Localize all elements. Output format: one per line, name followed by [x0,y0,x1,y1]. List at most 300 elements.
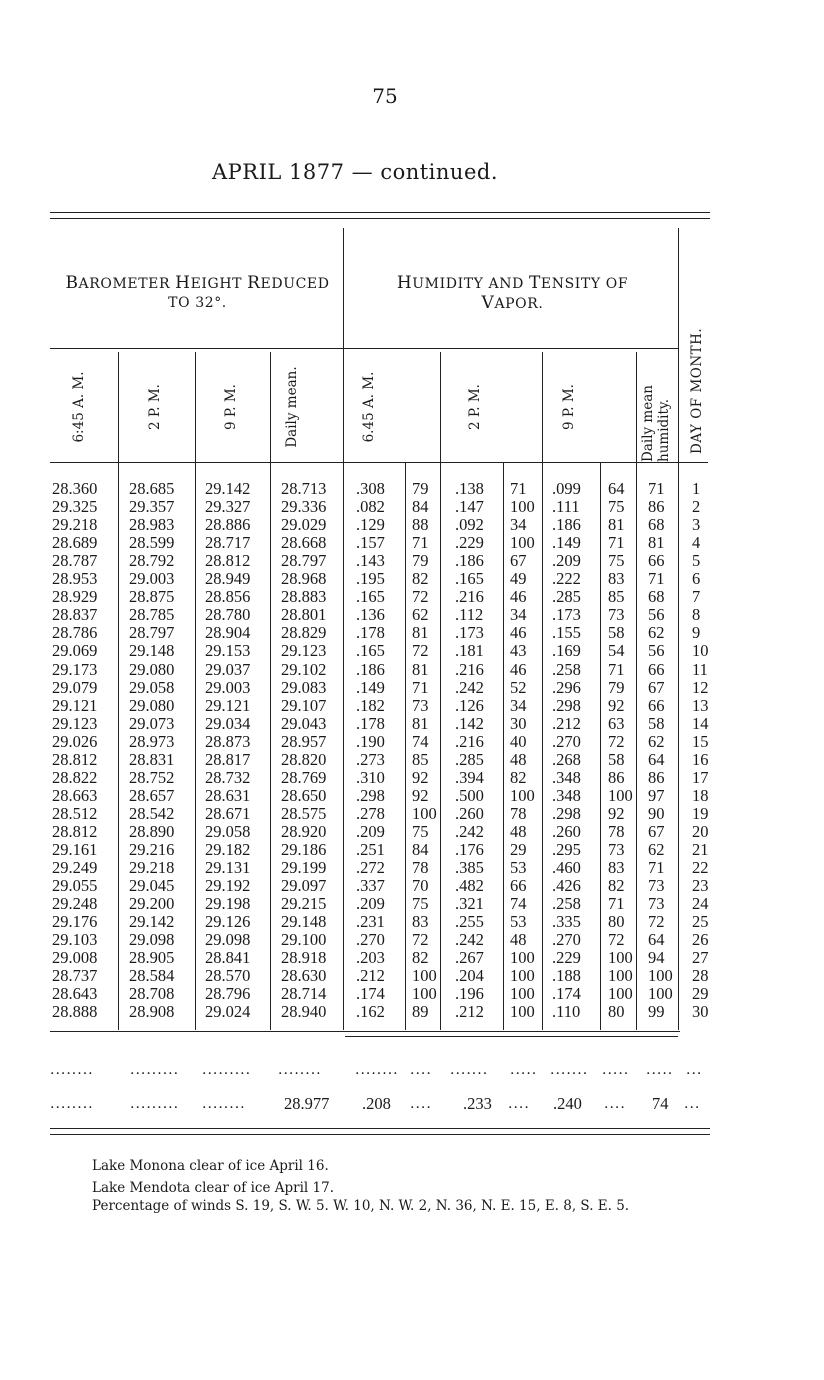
col-header-645am: 6:45 A. M. [71,371,87,443]
tension-9pm-cell: .460 [552,858,581,878]
barometer-9pm-cell: 28.856 [205,587,251,607]
humidity-645am-cell: 75 [412,894,429,914]
barometer-645am-cell: 28.953 [52,569,98,589]
humidity-645am-cell: 81 [412,623,429,643]
humidity-2pm-cell: 100 [510,1002,535,1022]
humidity-daily-mean-cell: 62 [648,623,665,643]
day-of-month-cell: 25 [692,912,709,932]
tension-645am-cell: .165 [356,641,385,661]
barometer-9pm-cell: 28.904 [205,623,251,643]
tension-645am-cell: .209 [356,894,385,914]
tension-9pm-cell: .155 [552,623,581,643]
divider-h9pm [600,462,601,1030]
barometer-9pm-cell: 28.780 [205,605,251,625]
humidity-2pm-cell: 100 [510,948,535,968]
column-header-rule [50,462,708,463]
humidity-9pm-cell: 82 [608,876,625,896]
humidity-645am-cell: 89 [412,1002,429,1022]
tension-9pm-cell: .258 [552,894,581,914]
humidity-daily-mean-cell: 71 [648,569,665,589]
tension-2pm-cell: .212 [455,1002,484,1022]
humidity-2pm-cell: 34 [510,515,527,535]
humidity-645am-cell: 70 [412,876,429,896]
tension-2pm-cell: .196 [455,984,484,1004]
tension-2pm-cell: .385 [455,858,484,878]
humidity-daily-mean-cell: 73 [648,876,665,896]
humidity-9pm-cell: 80 [608,1002,625,1022]
humidity-2pm-cell: 74 [510,894,527,914]
humidity-645am-cell: 100 [412,803,437,823]
humidity-daily-mean-cell: 72 [648,912,665,932]
humidity-9pm-cell: 100 [608,984,633,1004]
barometer-645am-cell: 28.812 [52,749,98,769]
tension-2pm-cell: .092 [455,515,484,535]
barometer-2pm-cell: 28.657 [129,785,175,805]
summary-tension-645: .208 [362,1094,391,1113]
barometer-645am-cell: 29.161 [52,840,98,859]
summary-tension-2pm: .233 [463,1094,492,1113]
humidity-2pm-cell: 43 [510,641,527,661]
tension-9pm-cell: .348 [552,785,581,805]
humidity-9pm-cell: 73 [608,605,625,625]
day-of-month-cell: 29 [692,984,709,1004]
note-mendota: Lake Mendota clear of ice April 17. [92,1180,334,1196]
humidity-9pm-cell: 86 [608,767,625,787]
bottom-rule-thin [50,1128,710,1129]
tension-9pm-cell: .298 [552,695,581,715]
tension-2pm-cell: .142 [455,713,484,733]
barometer-9pm-cell: 28.631 [205,785,251,805]
day-of-month-cell: 23 [692,876,709,896]
barometer-2pm-cell: 29.045 [129,876,175,896]
barometer-9pm-cell: 29.142 [205,479,251,498]
day-of-month-cell: 1 [692,479,701,498]
humidity-2pm-cell: 100 [510,984,535,1004]
day-of-month-cell: 8 [692,605,701,625]
humidity-daily-mean-cell: 67 [648,821,665,841]
day-of-month-cell: 7 [692,587,701,607]
barometer-9pm-cell: 29.153 [205,641,251,661]
day-of-month-cell: 12 [692,677,709,697]
barometer-2pm-cell: 29.357 [129,497,175,517]
humidity-daily-mean-cell: 71 [648,479,665,498]
barometer-daily-mean-cell: 29.029 [281,515,327,535]
barometer-2pm-cell: 29.073 [129,713,175,733]
tension-2pm-cell: .181 [455,641,484,661]
col-header-daily-humidity: Daily mean humidity. [640,385,672,462]
humidity-9pm-cell: 71 [608,533,625,553]
tension-645am-cell: .136 [356,605,385,625]
tension-2pm-cell: .147 [455,497,484,517]
barometer-645am-cell: 29.069 [52,641,98,661]
humidity-645am-cell: 82 [412,948,429,968]
day-of-month-cell: 11 [692,659,708,679]
barometer-daily-mean-cell: 28.968 [281,569,327,589]
humidity-2pm-cell: 52 [510,677,527,697]
barometer-645am-cell: 28.822 [52,767,98,787]
humidity-645am-cell: 92 [412,767,429,787]
humidity-645am-cell: 84 [412,497,429,517]
barometer-daily-mean-cell: 28.920 [281,821,327,841]
barometer-645am-cell: 29.218 [52,515,98,535]
humidity-2pm-cell: 71 [510,479,527,498]
humidity-645am-cell: 100 [412,966,437,986]
humidity-645am-cell: 75 [412,821,429,841]
barometer-daily-mean-cell: 28.829 [281,623,327,643]
tension-9pm-cell: .110 [552,1002,581,1022]
tension-2pm-cell: .176 [455,840,484,859]
tension-645am-cell: .190 [356,731,385,751]
tension-9pm-cell: .426 [552,876,581,896]
humidity-645am-cell: 100 [412,984,437,1004]
barometer-9pm-cell: 29.121 [205,695,251,715]
tension-9pm-cell: .348 [552,767,581,787]
day-of-month-cell: 19 [692,803,709,823]
humidity-2pm-cell: 46 [510,623,527,643]
barometer-daily-mean-cell: 29.148 [281,912,327,932]
humidity-9pm-cell: 100 [608,966,633,986]
barometer-9pm-cell: 29.182 [205,840,251,859]
humidity-2pm-cell: 78 [510,803,527,823]
divider-h645 [405,462,406,1030]
barometer-daily-mean-cell: 28.713 [281,479,327,498]
barometer-daily-mean-cell: 29.083 [281,677,327,697]
barometer-645am-cell: 29.176 [52,912,98,932]
tension-645am-cell: .310 [356,767,385,787]
barometer-daily-mean-cell: 29.186 [281,840,327,859]
barometer-9pm-cell: 28.873 [205,731,251,751]
humidity-645am-cell: 72 [412,587,429,607]
tension-645am-cell: .231 [356,912,385,932]
barometer-645am-cell: 29.173 [52,659,98,679]
barometer-2pm-cell: 28.905 [129,948,175,968]
humidity-645am-cell: 88 [412,515,429,535]
barometer-2pm-cell: 28.797 [129,623,175,643]
divider-col1 [118,352,119,1030]
summary-dots-h2pm: .... [508,1096,530,1112]
barometer-daily-mean-cell: 28.820 [281,749,327,769]
barometer-645am-cell: 28.663 [52,785,98,805]
humidity-645am-cell: 84 [412,840,429,859]
barometer-2pm-cell: 28.792 [129,551,175,571]
humidity-daily-mean-cell: 86 [648,767,665,787]
tension-645am-cell: .209 [356,821,385,841]
humidity-2pm-cell: 48 [510,749,527,769]
barometer-9pm-cell: 29.024 [205,1002,251,1022]
tension-9pm-cell: .222 [552,569,581,589]
divider-col6 [542,352,543,1030]
barometer-2pm-cell: 28.890 [129,821,175,841]
humidity-645am-cell: 83 [412,912,429,932]
tension-9pm-cell: .149 [552,533,581,553]
humidity-645am-cell: 72 [412,641,429,661]
tension-9pm-cell: .295 [552,840,581,859]
barometer-645am-cell: 29.248 [52,894,98,914]
humidity-2pm-cell: 66 [510,876,527,896]
tension-2pm-cell: .216 [455,731,484,751]
barometer-2pm-cell: 28.542 [129,803,175,823]
humidity-2pm-cell: 46 [510,587,527,607]
tension-9pm-cell: .111 [552,497,580,517]
humidity-645am-cell: 81 [412,713,429,733]
day-of-month-cell: 17 [692,767,709,787]
barometer-2pm-cell: 29.200 [129,894,175,914]
humidity-2pm-cell: 46 [510,659,527,679]
humidity-9pm-cell: 100 [608,785,633,805]
tension-9pm-cell: .212 [552,713,581,733]
humidity-daily-mean-cell: 100 [648,966,673,986]
tension-9pm-cell: .298 [552,803,581,823]
bottom-rule [50,1134,710,1135]
tension-645am-cell: .174 [356,984,385,1004]
barometer-9pm-cell: 29.126 [205,912,251,932]
tension-645am-cell: .308 [356,479,385,498]
barometer-9pm-cell: 28.841 [205,948,251,968]
barometer-daily-mean-cell: 28.940 [281,1002,327,1022]
barometer-645am-cell: 29.103 [52,930,98,950]
humidity-9pm-cell: 73 [608,840,625,859]
divider-col5 [440,352,441,1030]
barometer-2pm-cell: 28.831 [129,749,175,769]
humidity-daily-mean-cell: 64 [648,749,665,769]
tension-645am-cell: .272 [356,858,385,878]
humidity-9pm-cell: 58 [608,623,625,643]
humidity-daily-mean-cell: 68 [648,515,665,535]
barometer-9pm-cell: 29.198 [205,894,251,914]
humidity-2pm-cell: 49 [510,569,527,589]
humidity-9pm-cell: 100 [608,948,633,968]
top-rule [50,212,710,213]
tension-9pm-cell: .173 [552,605,581,625]
barometer-2pm-cell: 28.708 [129,984,175,1004]
humidity-9pm-cell: 75 [608,551,625,571]
humidity-645am-cell: 71 [412,533,429,553]
col-header-9pm: 9 P. M. [223,384,239,430]
barometer-daily-mean-cell: 29.336 [281,497,327,517]
tension-9pm-cell: .229 [552,948,581,968]
barometer-645am-cell: 29.123 [52,713,98,733]
barometer-2pm-cell: 28.584 [129,966,175,986]
barometer-645am-cell: 28.643 [52,984,98,1004]
barometer-daily-mean-cell: 28.918 [281,948,327,968]
barometer-2pm-cell: 29.058 [129,677,175,697]
tension-9pm-cell: .174 [552,984,581,1004]
tension-9pm-cell: .188 [552,966,581,986]
tension-9pm-cell: .285 [552,587,581,607]
barometer-9pm-cell: 29.034 [205,713,251,733]
summary-barometer-mean: 28.977 [284,1094,330,1113]
tension-645am-cell: .182 [356,695,385,715]
humidity-645am-cell: 74 [412,731,429,751]
humidity-daily-mean-cell: 86 [648,497,665,517]
humidity-645am-cell: 72 [412,930,429,950]
barometer-645am-cell: 29.249 [52,858,98,878]
summary-dots-left: ........ ......... ........ [50,1096,246,1112]
tension-645am-cell: .278 [356,803,385,823]
barometer-9pm-cell: 28.817 [205,749,251,769]
day-of-month-cell: 10 [692,641,709,661]
barometer-645am-cell: 28.812 [52,821,98,841]
day-of-month-cell: 28 [692,966,709,986]
summary-humidity-mean: 74 [652,1094,669,1113]
humidity-2pm-cell: 53 [510,858,527,878]
humidity-645am-cell: 62 [412,605,429,625]
barometer-2pm-cell: 28.983 [129,515,175,535]
tension-9pm-cell: .258 [552,659,581,679]
tension-645am-cell: .203 [356,948,385,968]
tension-9pm-cell: .186 [552,515,581,535]
humidity-645am-cell: 78 [412,858,429,878]
humidity-2pm-cell: 100 [510,533,535,553]
barometer-645am-cell: 29.325 [52,497,98,517]
tension-2pm-cell: .216 [455,587,484,607]
humidity-daily-mean-cell: 56 [648,605,665,625]
tension-645am-cell: .251 [356,840,385,859]
tension-2pm-cell: .482 [455,876,484,896]
humidity-daily-mean-cell: 81 [648,533,665,553]
barometer-2pm-cell: 29.080 [129,659,175,679]
humidity-daily-mean-cell: 66 [648,695,665,715]
barometer-645am-cell: 29.055 [52,876,98,896]
humidity-daily-mean-cell: 97 [648,785,665,805]
tension-2pm-cell: .216 [455,659,484,679]
humidity-645am-cell: 79 [412,551,429,571]
barometer-2pm-cell: 29.098 [129,930,175,950]
tension-645am-cell: .195 [356,569,385,589]
top-rule-thin [50,218,710,219]
barometer-daily-mean-cell: 28.883 [281,587,327,607]
barometer-2pm-cell: 29.003 [129,569,175,589]
tension-645am-cell: .337 [356,876,385,896]
barometer-9pm-cell: 29.327 [205,497,251,517]
barometer-2pm-cell: 29.142 [129,912,175,932]
day-of-month-cell: 21 [692,840,709,859]
tension-2pm-cell: .260 [455,803,484,823]
note-monona: Lake Monona clear of ice April 16. [92,1158,329,1174]
barometer-9pm-cell: 28.812 [205,551,251,571]
tension-2pm-cell: .229 [455,533,484,553]
barometer-group-header: BAROMETER HEIGHT REDUCED TO 32°. [65,273,330,311]
humidity-645am-cell: 85 [412,749,429,769]
humidity-daily-mean-cell: 62 [648,840,665,859]
day-of-month-cell: 6 [692,569,701,589]
humidity-daily-mean-cell: 66 [648,551,665,571]
humidity-9pm-cell: 64 [608,479,625,498]
note-winds: Percentage of winds S. 19, S. W. 5. W. 10, N. W. 2, N. 36, N. E. 15, E. 8, S. E. 5. [92,1198,630,1214]
humidity-daily-mean-cell: 64 [648,930,665,950]
barometer-daily-mean-cell: 28.957 [281,731,327,751]
tension-2pm-cell: .285 [455,749,484,769]
divider-col2 [195,352,196,1030]
day-of-month-cell: 30 [692,1002,709,1022]
barometer-2pm-cell: 28.685 [129,479,175,498]
humidity-9pm-cell: 72 [608,930,625,950]
barometer-9pm-cell: 28.796 [205,984,251,1004]
barometer-645am-cell: 28.512 [52,803,98,823]
day-of-month-cell: 13 [692,695,709,715]
col-header-day-of-month: DAY OF MONTH. [689,327,705,454]
humidity-9pm-cell: 63 [608,713,625,733]
day-of-month-cell: 26 [692,930,709,950]
day-of-month-cell: 5 [692,551,701,571]
barometer-2pm-cell: 29.148 [129,641,175,661]
humidity-2pm-cell: 40 [510,731,527,751]
day-of-month-cell: 22 [692,858,709,878]
day-of-month-cell: 15 [692,731,709,751]
day-of-month-cell: 20 [692,821,709,841]
day-of-month-cell: 16 [692,749,709,769]
barometer-9pm-cell: 29.003 [205,677,251,697]
tension-9pm-cell: .260 [552,821,581,841]
group-header-rule [50,348,678,349]
barometer-9pm-cell: 28.886 [205,515,251,535]
tension-645am-cell: .186 [356,659,385,679]
tension-2pm-cell: .186 [455,551,484,571]
humidity-9pm-cell: 83 [608,858,625,878]
tension-9pm-cell: .268 [552,749,581,769]
barometer-daily-mean-cell: 28.714 [281,984,327,1004]
barometer-2pm-cell: 29.080 [129,695,175,715]
humidity-daily-mean-cell: 56 [648,641,665,661]
humidity-daily-mean-cell: 67 [648,677,665,697]
col-header-h645: 6.45 A. M. [361,371,377,443]
barometer-2pm-cell: 28.752 [129,767,175,787]
barometer-daily-mean-cell: 29.215 [281,894,327,914]
humidity-645am-cell: 73 [412,695,429,715]
humidity-2pm-cell: 30 [510,713,527,733]
day-of-month-cell: 4 [692,533,701,553]
humidity-9pm-cell: 83 [608,569,625,589]
tension-645am-cell: .162 [356,1002,385,1022]
summary-dots-h645: .... [410,1096,432,1112]
day-of-month-cell: 9 [692,623,701,643]
barometer-daily-mean-cell: 28.769 [281,767,327,787]
tension-645am-cell: .212 [356,966,385,986]
summary-tension-9pm: .240 [553,1094,582,1113]
tension-2pm-cell: .255 [455,912,484,932]
humidity-daily-mean-cell: 100 [648,984,673,1004]
humidity-9pm-cell: 75 [608,497,625,517]
humidity-2pm-cell: 34 [510,695,527,715]
barometer-645am-cell: 29.008 [52,948,98,968]
barometer-2pm-cell: 28.875 [129,587,175,607]
barometer-9pm-cell: 29.058 [205,821,251,841]
humidity-9pm-cell: 71 [608,659,625,679]
tension-2pm-cell: .126 [455,695,484,715]
humidity-9pm-cell: 79 [608,677,625,697]
barometer-645am-cell: 28.787 [52,551,98,571]
tension-645am-cell: .165 [356,587,385,607]
barometer-645am-cell: 29.121 [52,695,98,715]
barometer-645am-cell: 28.689 [52,533,98,553]
barometer-daily-mean-cell: 28.575 [281,803,327,823]
humidity-645am-cell: 82 [412,569,429,589]
summary-dots-day: ... [684,1096,701,1112]
data-bottom-rule [50,1031,680,1032]
humidity-2pm-cell: 48 [510,930,527,950]
humidity-9pm-cell: 85 [608,587,625,607]
day-of-month-cell: 27 [692,948,709,968]
humidity-645am-cell: 81 [412,659,429,679]
barometer-645am-cell: 29.079 [52,677,98,697]
tension-2pm-cell: .138 [455,479,484,498]
divider-barometer-humidity [343,228,344,1030]
tension-645am-cell: .129 [356,515,385,535]
tension-2pm-cell: .242 [455,821,484,841]
barometer-daily-mean-cell: 29.107 [281,695,327,715]
humidity-2pm-cell: 67 [510,551,527,571]
barometer-9pm-cell: 28.732 [205,767,251,787]
